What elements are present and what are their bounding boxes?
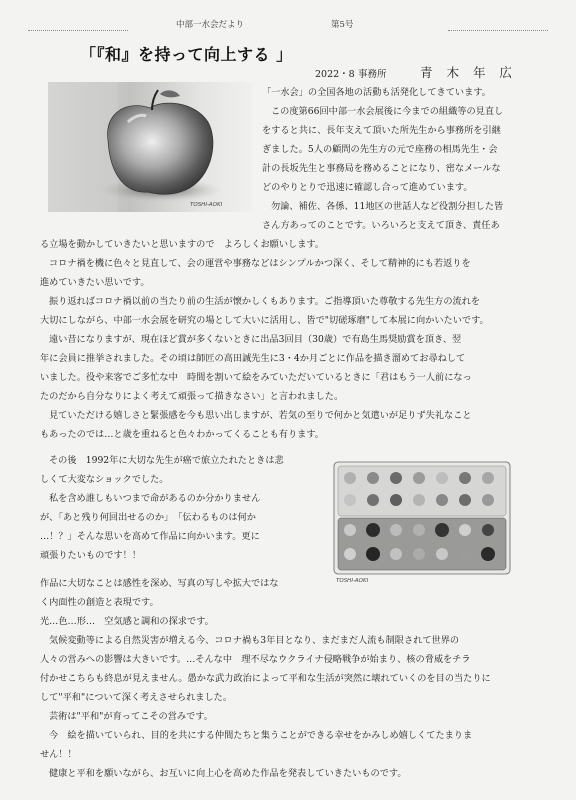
text-line: 振り返ればコロナ禍以前の当たり前の生活が懐かしくもあります。ご指導頂いた尊敬する先生方の流れを bbox=[49, 296, 481, 307]
text-line: 今 絵を描いていられ、目的を共にする仲間たちと集うことができる幸せをかみしめ嬉しくてたまりま bbox=[49, 730, 473, 741]
palette-signature: TOSHI-AOKI bbox=[336, 578, 369, 584]
byline-date: 2022・8 bbox=[315, 69, 355, 80]
text-line: コロナ禍を機に色々と見直して、会の運営や事務などはシンプルかつ深く、そして精神的にも若返りを bbox=[49, 258, 471, 269]
text-line: 健康と平和を願いながら、お互いに向上心を高めた作品を発表していきたいものです。 bbox=[49, 768, 407, 779]
palette-drawing bbox=[328, 458, 516, 586]
text-line: が、「あと残り何回出せるのか」 「伝わるものは何か bbox=[40, 512, 256, 523]
text-line: く内面性の創造と表現です。 bbox=[40, 597, 159, 608]
paragraph-closing bbox=[40, 631, 491, 783]
text-line: 勿論、補佐、各係、11地区の世話人など役割分担した皆 bbox=[271, 201, 504, 212]
text-line: 大切にしながら、中部一水会展を研究の場として大いに活用し、皆で"切磋琢磨"して本展に向かいたいです。 bbox=[40, 315, 489, 326]
article-title: 「『和』を持って向上する 」 bbox=[80, 45, 293, 64]
text-line: 光…色…形… 空気感と調和の探求です。 bbox=[40, 616, 214, 627]
text-line: ぎました。5人の顧問の先生方の元で座務の相馬先生・会 bbox=[262, 144, 498, 155]
text-line: さん方あってのことです。いろいろと支えて頂き、責任あ bbox=[262, 220, 500, 231]
text-line: しくて大変なショックでした。 bbox=[40, 474, 169, 485]
text-line: いました。役や来客でご多忙な中 時間を割いて絵をみていただいているときに「君はもう一人前になっ bbox=[40, 372, 472, 383]
text-line: 私を含め誰しもいつまで命があるのか分かりません bbox=[49, 493, 261, 504]
apple-sketch-svg bbox=[48, 82, 253, 212]
text-line: 作品に大切なことは感性を深め、写真の写しや拡大ではな bbox=[40, 578, 279, 589]
text-line: 「一水会」の全国各地の活動も活発化してきています。 bbox=[262, 87, 491, 98]
byline-author bbox=[420, 63, 517, 81]
text-line: 年に会員に推挙されました。その頃は師匠の高田誠先生に3・4か月ごとに作品を描き溜めてお尋ねして bbox=[40, 353, 466, 364]
byline-role: 事務所 bbox=[358, 69, 387, 80]
paragraph-main bbox=[40, 235, 489, 444]
text-line: もあったのでは…と歳を重ねると色々わかってくることも有ります。 bbox=[40, 429, 324, 440]
text-line: して"平和"について深く考えさせられました。 bbox=[40, 692, 233, 703]
header-rule-right bbox=[448, 30, 548, 31]
text-line: 付かせこちらも終息が見えません。愚かな武力政治によって平和な生活が突然に壊れていくのを目の当たりに bbox=[40, 673, 491, 684]
newsletter-name: 中部一水会だより bbox=[176, 20, 245, 30]
text-line: 進めていきたい思いです。 bbox=[40, 277, 150, 288]
text-line: る立場を動かしていきたいと思いますので よろしくお願いします。 bbox=[40, 239, 325, 250]
issue-number: 第5号 bbox=[331, 20, 354, 30]
text-line: たのだから自分なりによく考えて頑張って描きなさい」と言われました。 bbox=[40, 391, 344, 402]
author-name: 青 木 年 広 bbox=[420, 65, 517, 80]
text-line: どのやりとりで迅速に確認し合って進めています。 bbox=[262, 182, 473, 193]
text-line: せん！！ bbox=[40, 749, 77, 760]
text-line: 計の長坂先生と事務局を務めることになり、密なメールな bbox=[262, 163, 501, 174]
text-line: 芸術は"平和"が育ってこその営みです。 bbox=[49, 711, 213, 722]
text-line: その後 1992年に大切な先生が癌で旅立たれたときは悲 bbox=[49, 455, 284, 466]
text-line: をすると共に、長年支えて頂いた所先生から事務所を引継 bbox=[262, 125, 501, 136]
text-line: 人々の営みへの影響は大きいです。…そんな中 理不尽なウクライナ侵略戦争が始まり、核の脅威をチラ bbox=[40, 654, 471, 665]
text-line: 気候変動等による自然災害が増える今、コロナ禍も3年目となり、まだまだ人流も制限されて世界の bbox=[49, 635, 460, 646]
text-line: 遠い昔になりますが、現在ほど賞が多くないときに出品3回目（30歳）で有島生馬奨励賞を頂き、翌 bbox=[49, 334, 462, 345]
text-line: 見ていただける嬉しさと緊張感を今も思い出しますが、若気の至りで何かと気遣いが足りず失礼なこと bbox=[49, 410, 472, 421]
palette-sketch-svg bbox=[328, 458, 516, 586]
paragraph-intro bbox=[262, 83, 503, 235]
text-line: 頑張りたいものです！！ bbox=[40, 550, 142, 561]
text-line: …！？」そんな思いを高めて作品に向かいます。更に bbox=[40, 531, 260, 542]
header-rule-left bbox=[28, 30, 128, 31]
text-line: この度第66回中部一水会展後に今までの組織等の見直し bbox=[271, 106, 504, 117]
apple-signature: TOSHI-AOKI bbox=[190, 202, 223, 208]
paragraph-memories bbox=[40, 451, 284, 565]
apple-drawing bbox=[48, 82, 253, 212]
paragraph-sensibility bbox=[40, 574, 279, 631]
